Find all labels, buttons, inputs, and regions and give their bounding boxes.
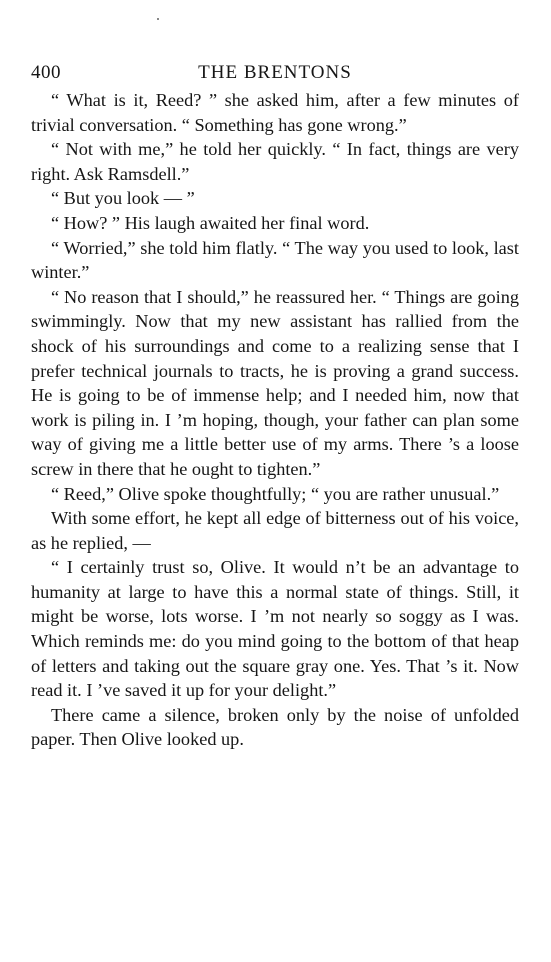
paragraph: “ But you look — ” [51,188,195,209]
paragraph: With some effort, he kept all edge of bitterness out of his voice, as he replied, — [31,508,519,553]
page-header [31,58,519,88]
paragraph: “ Not with me,” he told her quickly. “ In fact, things are very right. Ask Ramsdell.” [31,139,519,184]
running-title: THE BRENTONS [198,62,352,83]
paragraph: There came a silence, broken only by the noise of unfolded paper. Then Olive looked up. [31,704,519,750]
paragraph: “ What is it, Reed? ” she asked him, after a few minutes of trivial conversation. “ Something has gone wrong.” [31,90,519,135]
paragraph: “ Reed,” Olive spoke thoughtfully; “ you are rather unusual.” [51,483,500,504]
body-text [31,88,519,752]
book-page [31,58,519,752]
paragraph: “ No reason that I should,” he reassured her. “ Things are going swimmingly. Now that my new assistant has rallied from the shock of his surroundings and come to a realizing sense that I prefer technical journals to tracts, he is proving a grand success. He is going to be of immense help; and I needed him, now that work is piling in. I ’m hoping, though, your father can plan some way of giving me a little better use of my arms. There ’s a loose screw in there that he ought to tighten.” [31,286,519,479]
paragraph: “ Worried,” she told him flatly. “ The way you used to look, last winter.” [31,237,519,283]
page-number: 400 [31,62,61,83]
scan-speck [157,18,159,20]
paragraph: “ I certainly trust so, Olive. It would n’t be an advantage to humanity at large to have this a normal state of things. Still, it might be worse, lots worse. I ’m not nearly so soggy as I was. Which reminds me: do you mind going to the bottom of that heap of letters and taking out the square gray one. Yes. That ’s it. Now read it. I ’ve saved it up for your delight.” [31,557,519,701]
paragraph: “ How? ” His laugh awaited her final word. [51,212,370,233]
